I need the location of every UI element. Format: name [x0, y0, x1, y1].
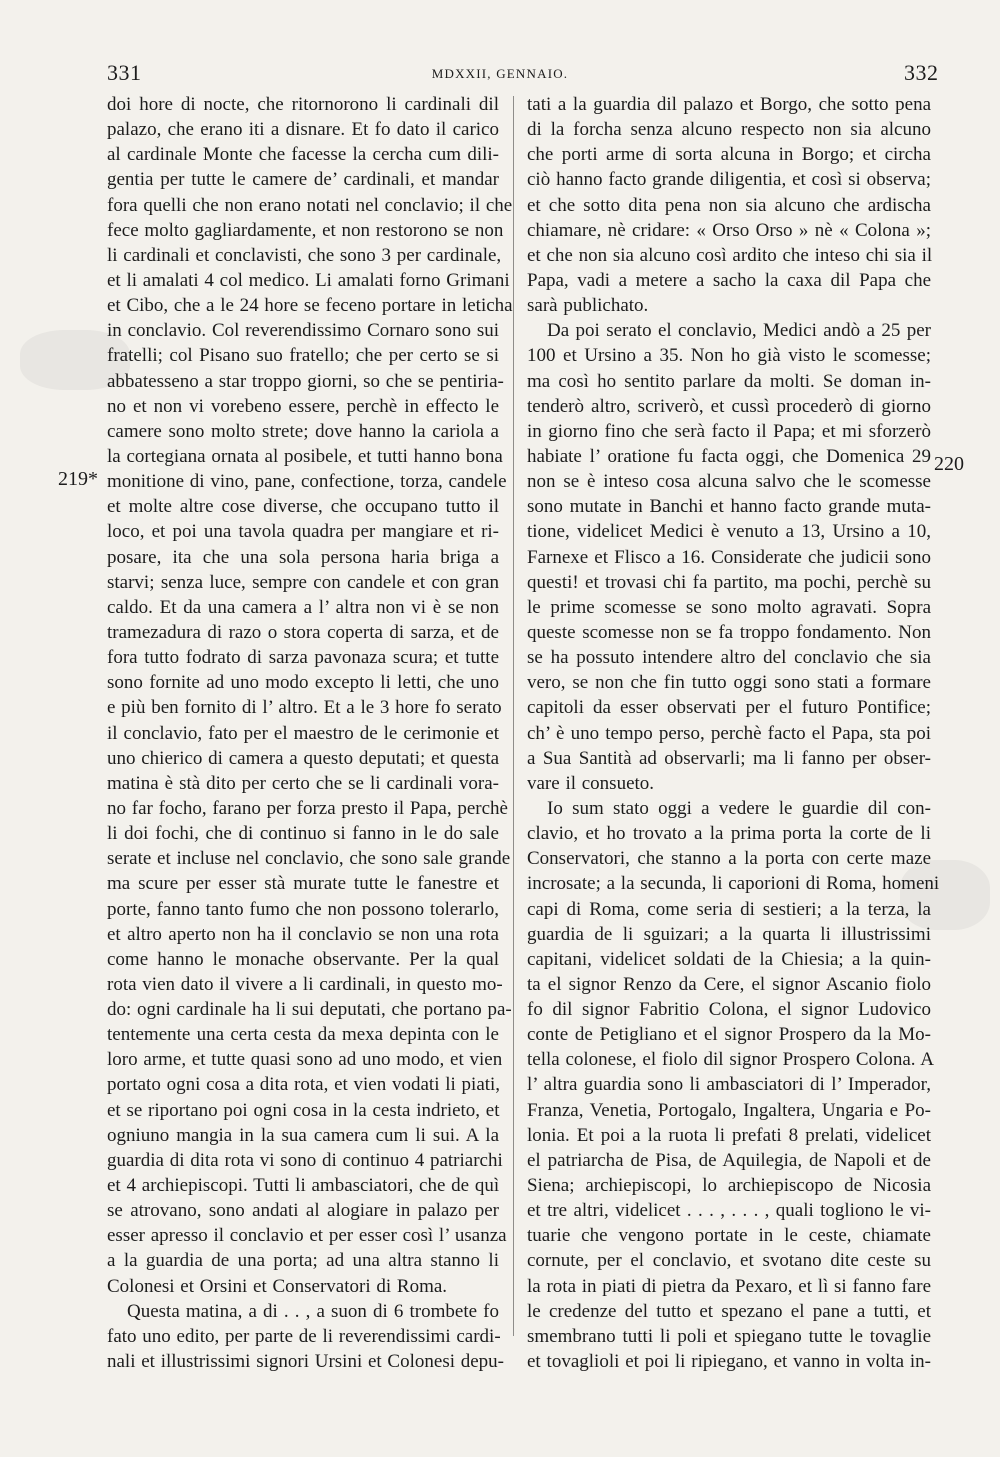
- right-page-number: 332: [904, 60, 939, 85]
- text-line: tentemente una certa cesta da mexa depinta con le: [107, 1024, 499, 1046]
- text-line: monitione di vino, pane, confectione, torza, candele: [107, 471, 507, 493]
- text-line: rota vien dato il vivere a li cardinali, in questo mo-: [107, 973, 503, 995]
- text-line: in giorno fino che serà facto il Papa; et mi sforzerò: [527, 420, 931, 442]
- text-line: le credenze del tutto et spezano el pane a tutti, et: [527, 1300, 931, 1322]
- text-line: tramezadura di razo o stora coperta di sarza, et de: [107, 621, 499, 643]
- text-line: smembrano tutti li poli et spiegano tutte le tovaglie: [527, 1325, 931, 1347]
- text-line: serate et incluse nel conclavio, che sono sale grande: [107, 848, 511, 870]
- text-line: gentia per tutte le camere de’ cardinali, et mandar: [107, 169, 499, 191]
- left-text-column: [107, 92, 513, 1374]
- text-line: se atrovano, sono andati al alogiare in palazo per: [107, 1200, 499, 1222]
- text-line: ciò hanno facto grande diligentia, et così si observa;: [527, 169, 931, 191]
- text-line: li cardinali et conclavisti, che sono 3 per cardinale,: [107, 244, 502, 266]
- text-line: lonia. Et poi a la ruota li prefati 8 prelati, videlicet: [527, 1124, 931, 1146]
- text-line: tione, videlicet Medici è venuto a 13, Ursino a 10,: [527, 521, 931, 543]
- text-line: capi di Roma, come seria di sestieri; a la terza, la: [527, 898, 931, 920]
- text-line: l’ altra guardia sono li ambasciatori di l’ Imperador,: [527, 1074, 931, 1096]
- text-line: el patriarcha de Pisa, de Aquilegia, de Napoli et de: [527, 1149, 931, 1171]
- text-line: il conclavio, fato per el maestro de le cerimonie et: [107, 722, 499, 744]
- text-line: et 4 archiepiscopi. Tutti li ambasciatori, che de quì: [107, 1175, 500, 1197]
- text-line: et molte altre cose diverse, che occupano tutto il: [107, 496, 499, 518]
- text-line: nali et illustrissimi signori Ursini et Colonesi depu-: [107, 1351, 505, 1373]
- text-line: se ha possuto intendere altro del conclavio che sia: [527, 647, 931, 669]
- text-line: ch’ è uno tempo perso, perchè facto el Papa, sta poi: [527, 722, 931, 744]
- text-line: matina è stà dito per certo che se li cardinali vora-: [107, 772, 499, 794]
- text-line: clavio, et ho trovato a la prima porta la corte de li: [527, 823, 931, 845]
- text-line: Io sum stato oggi a vedere le guardie dil con-: [547, 797, 931, 819]
- text-line: sono mutate in Banchi et hanno facto grande muta-: [527, 496, 931, 518]
- text-line: li doi fochi, che di continuo si fanno in le do sale: [107, 823, 499, 845]
- column-divider: [513, 96, 514, 1336]
- text-line: et se riportano poi ogni cosa in la cesta indrieto, et: [107, 1099, 500, 1121]
- text-line: cornute, per el conclavio, et svotano dite ceste su: [527, 1250, 931, 1272]
- text-line: et li amalati 4 col medico. Li amalati forno Grimani: [107, 269, 510, 291]
- right-text-column: [527, 92, 940, 1374]
- text-line: fora tutto fodrato di sarza pavonaza scura; et tutte: [107, 647, 499, 669]
- text-line: porte, fanno tanto fumo che non possono tolerarlo,: [107, 898, 499, 920]
- text-line: esser apresso il conclavio et per esser così l’ usanza: [107, 1225, 507, 1247]
- text-line: fo dil signor Fabritio Colona, el signor Ludovico: [527, 999, 931, 1021]
- margin-note-right: 220: [934, 453, 964, 475]
- text-line: incrosate; a la secunda, li caporioni di Roma, homeni: [527, 873, 940, 895]
- text-line: posare, ita che una sola persona haria briga a: [107, 546, 499, 568]
- text-line: capitani, videlicet soldati de la Chiesia; a la quin-: [527, 948, 931, 970]
- text-line: doi hore di nocte, che ritornorono li cardinali dil: [107, 94, 499, 115]
- text-line: conte de Petigliano et el signor Prospero da la Mo-: [527, 1024, 931, 1046]
- text-line: tuarie che vengono portate in le ceste, chiamate: [527, 1225, 931, 1247]
- text-line: fece molto gagliardamente, et non restorono se non: [107, 219, 504, 241]
- left-page-number: 331: [107, 60, 142, 85]
- text-line: di la forcha senza alcuno respecto non sia alcuno: [527, 119, 931, 141]
- text-line: le prime scomesse se sono molto agravati. Sopra: [527, 596, 931, 618]
- text-line: ogniuno mangia in la sua camera cum li sui. A la: [107, 1124, 499, 1146]
- text-line: a la guardia de una porta; ad una altra stanno li: [107, 1250, 499, 1272]
- text-line: tati a la guardia dil palazo et Borgo, che sotto pena: [527, 94, 931, 115]
- text-line: chiamare, nè cridare: « Orso Orso » nè « Colona »;: [527, 219, 931, 241]
- text-line: do: ogni cardinale ha li sui deputati, che portano pa-: [107, 999, 512, 1021]
- text-line: Conservatori, che stanno a la porta con certe maze: [527, 848, 931, 870]
- text-line: Franza, Venetia, Portogalo, Ingaltera, Ungaria e Po-: [527, 1099, 931, 1121]
- text-line: et che non sia alcuno così ardito che inteso chi sia il: [527, 244, 933, 266]
- text-line: a Sua Santità ad observarli; ma li fanno per obser-: [527, 747, 931, 769]
- text-line: et altro aperto non ha il conclavio se non una rota: [107, 923, 499, 945]
- text-line: vero, se non che fin tutto oggi sono stati a formare: [527, 672, 931, 694]
- text-line: ta el signor Renzo da Cere, el signor Ascanio fiolo: [527, 973, 931, 995]
- text-line: tella colonese, el fiolo dil signor Prospero Colona. A: [527, 1049, 934, 1071]
- text-line: loco, et poi una tavola quadra per mangiare et ri-: [107, 521, 499, 543]
- text-line: guardia di dita rota vi sono di continuo 4 patriarchi: [107, 1149, 503, 1171]
- text-line: fora quelli che non erano notati nel conclavio; il che: [107, 194, 513, 216]
- text-line: Farnexe et Flisco a 16. Considerate che judicii sono: [527, 546, 931, 568]
- text-line: uno chierico di camera a questo deputati; et questa: [107, 747, 500, 769]
- text-line: questi! et trovasi chi fa partito, ma pochi, perchè su: [527, 571, 931, 593]
- text-line: capitoli da esser observati per el futuro Pontifice;: [527, 697, 931, 719]
- text-line: Siena; archiepiscopi, lo archiepiscopo de Nicosia: [527, 1175, 931, 1197]
- text-line: palazo, che erano iti a disnare. Et fo dato il carico: [107, 119, 499, 141]
- text-line: Papa, vadi a metere a sacho la caxa dil Papa che: [527, 269, 931, 291]
- text-line: vare il consueto.: [527, 772, 655, 794]
- text-line: al cardinale Monte che facesse la cercha cum dili-: [107, 144, 499, 166]
- text-line: fato uno edito, per parte de li reverendissimi cardi-: [107, 1325, 501, 1347]
- text-line: non se è inteso cosa alcuna salvo che le scomesse: [527, 471, 931, 493]
- running-head: MDXXII, GENNAIO.: [431, 66, 569, 81]
- text-line: portato ogni cosa a dita rota, et vien vodati li piati,: [107, 1074, 501, 1096]
- text-line: e più ben fornito di l’ altro. Et a le 3 hore fo serato: [107, 697, 502, 719]
- text-line: et tre altri, videlicet . . . , . . . , quali togliono le vi-: [527, 1200, 931, 1222]
- text-line: sono fornite ad uno modo excepto li letti, che uno: [107, 672, 499, 694]
- text-line: come hanno le monache observante. Per la qual: [107, 948, 499, 970]
- text-line: che porti arme di sorta alcuna in Borgo; et circha: [527, 144, 931, 166]
- text-line: camere sono molto strete; dove hanno la cariola a: [107, 420, 499, 442]
- text-line: et Cibo, che a le 24 hore se feceno portare in leticha: [107, 295, 513, 317]
- text-line: caldo. Et da una camera a l’ altra non vi è se non: [107, 596, 499, 618]
- text-line: Colonesi et Orsini et Conservatori di Roma.: [107, 1275, 448, 1297]
- text-line: sarà publichato.: [527, 295, 649, 317]
- text-line: no et non vi vorebeno essere, perchè in effecto le: [107, 395, 499, 417]
- text-line: habiate l’ oratione fu facta oggi, che Domenica 29: [527, 445, 931, 467]
- text-line: in conclavio. Col reverendissimo Cornaro sono sui: [107, 320, 499, 342]
- text-line: Questa matina, a di . . , a suon di 6 trombete fo: [127, 1300, 499, 1322]
- text-line: ma scure per esser stà murate tutte le fanestre et: [107, 873, 499, 895]
- text-line: abbatesseno a star troppo giorni, so che se pentiria-: [107, 370, 504, 392]
- text-line: 100 et Ursino a 35. Non ho già visto le scomesse;: [527, 345, 931, 367]
- text-line: et tovaglioli et poi li ripiegano, et vanno in volta in-: [527, 1351, 931, 1373]
- text-line: ma così ho sentito parlare da molti. Se doman in-: [527, 370, 931, 392]
- text-line: queste scomesse non se fa troppo fondamento. Non: [527, 621, 931, 643]
- text-line: starvi; senza luce, sempre con candele et con gran: [107, 571, 499, 593]
- text-line: et che sotto dita pena non sia alcuno che ardischa: [527, 194, 931, 216]
- text-line: fratelli; col Pisano suo fratello; che per certo se si: [107, 345, 499, 367]
- text-line: guardia de li sguizari; a la quarta li illustrissimi: [527, 923, 931, 945]
- text-line: la rota in piati di pietra da Pexaro, et lì si fanno fare: [527, 1275, 931, 1297]
- text-line: tenderò altro, scriverò, et cussì procederò di giorno: [527, 395, 931, 417]
- margin-note-left: 219*: [58, 468, 98, 490]
- text-line: Da poi serato el conclavio, Medici andò a 25 per: [547, 320, 931, 342]
- text-line: no far focho, farano per forza presto il Papa, perchè: [107, 797, 508, 819]
- text-line: la cortegiana ornata al posibele, et tutti hanno bona: [107, 445, 503, 467]
- text-line: loro arme, et tutte quasi sono ad uno modo, et vien: [107, 1049, 503, 1071]
